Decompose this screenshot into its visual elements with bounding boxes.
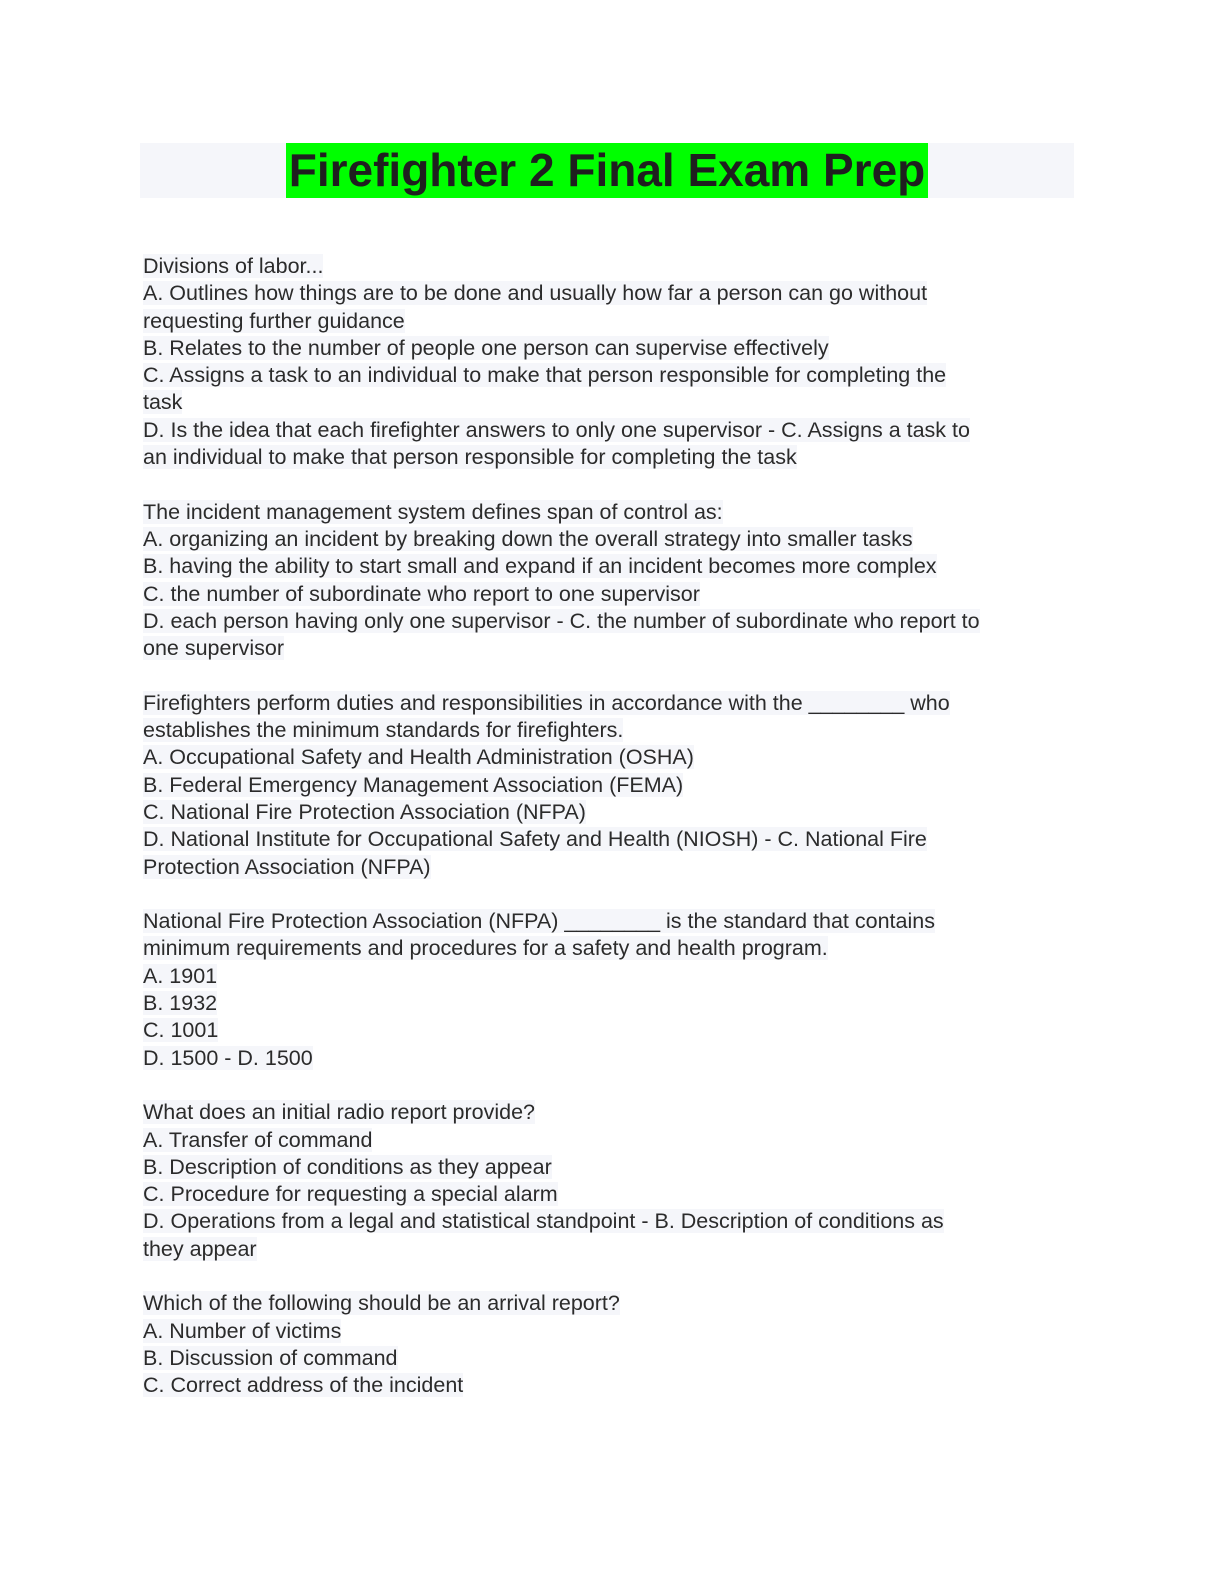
answer-line — [143, 1181, 1083, 1208]
line-text: D. 1500 - D. 1500 — [143, 1045, 313, 1070]
line-text: The incident management system defines span of control as: — [143, 499, 723, 524]
answer-line — [143, 553, 1083, 580]
line-text: C. National Fire Protection Association (NFPA) — [143, 799, 586, 824]
line-text: D. National Institute for Occupational Safety and Health (NIOSH) - C. National Fire — [143, 827, 927, 852]
line-text: B. Federal Emergency Management Association (FEMA) — [143, 772, 684, 797]
question-text — [143, 499, 1083, 526]
answer-line — [143, 1127, 1083, 1154]
answer-line — [143, 963, 1083, 990]
question-block — [143, 1290, 1083, 1399]
line-text: A. Occupational Safety and Health Administration (OSHA) — [143, 745, 694, 770]
line-text: A. Transfer of command — [143, 1127, 373, 1152]
document-body — [143, 253, 1083, 1427]
answer-line — [143, 935, 1083, 962]
answer-line — [143, 744, 1083, 771]
question-text — [143, 253, 1083, 280]
line-text: D. Operations from a legal and statistical standpoint - B. Description of conditions as — [143, 1209, 944, 1234]
line-text: B. having the ability to start small and expand if an incident becomes more complex — [143, 554, 937, 579]
line-text: one supervisor — [143, 636, 285, 661]
line-text: Divisions of labor... — [143, 254, 324, 278]
answer-line — [143, 444, 1083, 471]
question-text — [143, 908, 1083, 935]
answer-line — [143, 1154, 1083, 1181]
question-block — [143, 690, 1083, 881]
line-text: establishes the minimum standards for firefighters. — [143, 718, 624, 743]
answer-line — [143, 1318, 1083, 1345]
question-block — [143, 908, 1083, 1072]
answer-line — [143, 581, 1083, 608]
answer-line — [143, 826, 1083, 853]
line-text: they appear — [143, 1236, 257, 1261]
line-text: minimum requirements and procedures for a safety and health program. — [143, 936, 828, 961]
line-text: C. Correct address of the incident — [143, 1373, 464, 1398]
answer-line — [143, 854, 1083, 881]
line-text: Protection Association (NFPA) — [143, 854, 431, 879]
line-text: D. Is the idea that each firefighter answers to only one supervisor - C. Assigns a task to — [143, 417, 970, 442]
answer-line — [143, 335, 1083, 362]
answer-line — [143, 1208, 1083, 1235]
line-text: C. 1001 — [143, 1018, 219, 1043]
page-title: Firefighter 2 Final Exam Prep — [286, 143, 929, 198]
answer-line — [143, 772, 1083, 799]
line-text: B. 1932 — [143, 991, 218, 1016]
question-text — [143, 690, 1083, 717]
line-text: Firefighters perform duties and responsibilities in accordance with the ________ who — [143, 690, 950, 715]
question-block — [143, 253, 1083, 471]
answer-line — [143, 280, 1083, 307]
line-text: requesting further guidance — [143, 308, 405, 333]
answer-line — [143, 1345, 1083, 1372]
line-text: C. the number of subordinate who report to one supervisor — [143, 581, 700, 606]
line-text: B. Discussion of command — [143, 1345, 398, 1370]
line-text: B. Relates to the number of people one person can supervise effectively — [143, 335, 829, 360]
question-list — [143, 253, 1083, 1399]
question-text — [143, 1099, 1083, 1126]
answer-line — [143, 308, 1083, 335]
answer-line — [143, 608, 1083, 635]
line-text: National Fire Protection Association (NFPA) ________ is the standard that contains — [143, 909, 935, 934]
line-text: A. Number of victims — [143, 1318, 342, 1343]
answer-line — [143, 1236, 1083, 1263]
line-text: What does an initial radio report provide? — [143, 1100, 535, 1125]
title-band — [140, 143, 1074, 198]
answer-line — [143, 1372, 1083, 1399]
line-text: A. 1901 — [143, 963, 218, 988]
line-text: A. Outlines how things are to be done and usually how far a person can go without — [143, 281, 928, 306]
answer-line — [143, 635, 1083, 662]
line-text: C. Procedure for requesting a special alarm — [143, 1182, 558, 1207]
question-block — [143, 499, 1083, 663]
answer-line — [143, 417, 1083, 444]
answer-line — [143, 526, 1083, 553]
answer-line — [143, 389, 1083, 416]
line-text: task — [143, 390, 183, 415]
line-text: A. organizing an incident by breaking down the overall strategy into smaller tasks — [143, 526, 913, 551]
answer-line — [143, 362, 1083, 389]
line-text: D. each person having only one supervisor - C. the number of subordinate who report to — [143, 608, 980, 633]
line-text: an individual to make that person responsible for completing the task — [143, 445, 797, 470]
answer-line — [143, 1045, 1083, 1072]
answer-line — [143, 799, 1083, 826]
question-block — [143, 1099, 1083, 1263]
answer-line — [143, 990, 1083, 1017]
answer-line — [143, 1017, 1083, 1044]
question-text — [143, 1290, 1083, 1317]
answer-line — [143, 717, 1083, 744]
line-text: C. Assigns a task to an individual to make that person responsible for completing the — [143, 363, 947, 388]
line-text: Which of the following should be an arrival report? — [143, 1291, 620, 1316]
line-text: B. Description of conditions as they appear — [143, 1154, 552, 1179]
